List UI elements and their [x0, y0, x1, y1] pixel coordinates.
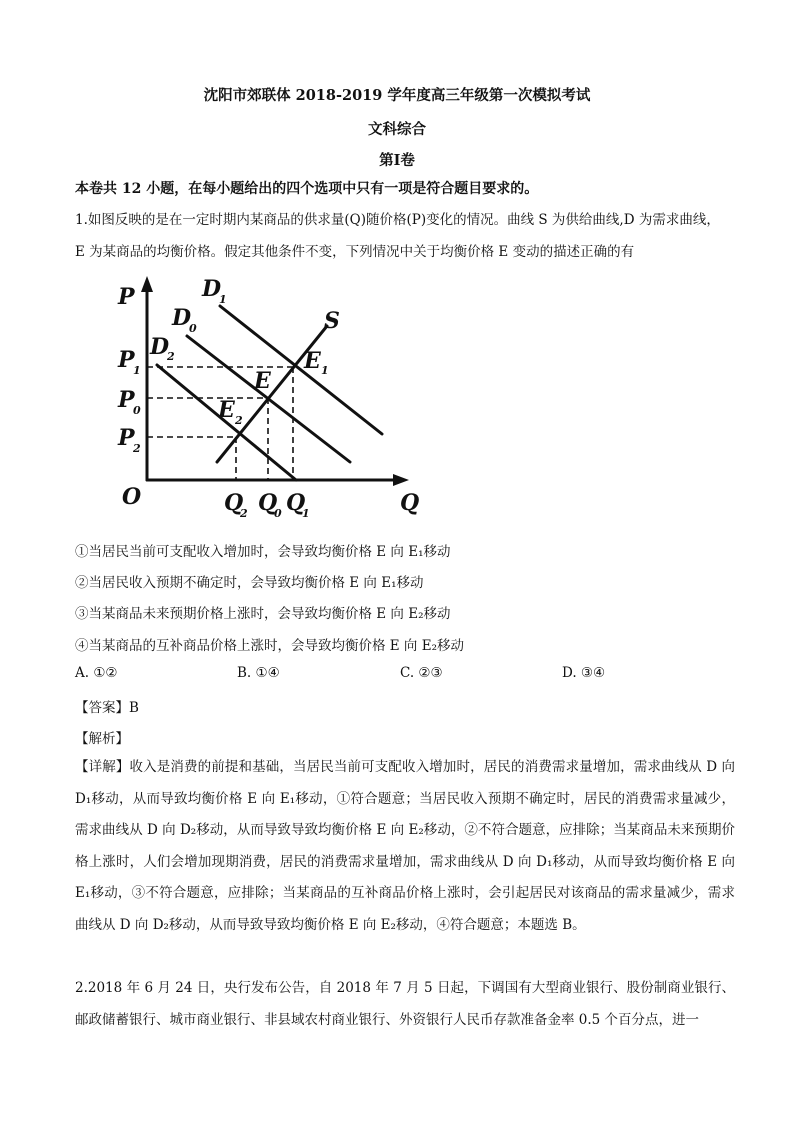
p2-sub: 2: [133, 442, 141, 455]
q2-label: Q: [224, 490, 244, 516]
p1-sub: 1: [133, 364, 141, 377]
option-b: B. ①④: [237, 665, 280, 681]
q1-stem-line1: 1.如图反映的是在一定时期内某商品的供求量(Q)随价格(P)变化的情况。曲线 S 为供给曲线,D 为需求曲线，: [75, 212, 720, 228]
option-c: C. ②③: [400, 665, 443, 681]
q2-text: 2.2018 年 6 月 24 日，央行发布公告，自 2018 年 7 月 5 日起，下调国有大型商业银行、股份制商业银行、邮政储蓄银行、城市商业银行、非县域农村商业银行、外资银行人民币存款准备金率 0.5 个百分点，进一: [75, 980, 735, 1028]
option-a: A. ①②: [75, 665, 118, 681]
e2-sub: 2: [235, 414, 243, 427]
d2-sub: 2: [167, 350, 175, 363]
p-axis-label: P: [118, 284, 135, 310]
statement-2: ②当居民收入预期不确定时，会导致均衡价格 E 向 E₁移动: [75, 575, 424, 591]
d2-label: D: [150, 334, 170, 360]
statement-1: ①当居民当前可支配收入增加时，会导致均衡价格 E 向 E₁移动: [75, 544, 451, 560]
exam-subject: 文科综合: [368, 121, 426, 138]
p0-sub: 0: [133, 404, 141, 417]
e1-sub: 1: [321, 364, 329, 377]
detail-paragraph: 【详解】收入是消费的前提和基础，当居民当前可支配收入增加时，居民的消费需求量增加，需求曲线从 D 向 D₁移动，从而导致均衡价格 E 向 E₁移动，①符合题意；当居民收入预期不确定时，居民的消费需求量减少，需求曲线从 D 向 D₂移动，从而导致导致均衡价格 E 向 E₂移动，②不符合题意，应排除；当某商品未来预期价格上涨时，人们会增加现期消费，居民的消费需求量增加，需求曲线从 D 向 D₁移动，从而导致均衡价格 E 向 E₁移动，③不符合题意，应排除；当某商品的互补商品价格上涨时，会引起居民对该商品的需求量减少，需求曲线从 D 向 D₂移动，从而导致导致均衡价格 E 向 E₂移动，④符合题意；本题选 B。: [75, 759, 735, 933]
statement-3: ③当某商品未来预期价格上涨时，会导致均衡价格 E 向 E₂移动: [75, 606, 451, 622]
d1-label: D: [202, 276, 222, 302]
p0-label: P: [118, 387, 135, 413]
q0-sub: 0: [274, 507, 282, 520]
q1-label: Q: [286, 490, 306, 516]
d0-sub: 0: [189, 322, 197, 335]
answer: 【答案】B: [75, 700, 139, 716]
q1-stem-line2: E 为某商品的均衡价格。假定其他条件不变，下列情况中关于均衡价格 E 变动的描述正确的有: [75, 244, 635, 260]
instructions: 本卷共 12 小题，在每小题给出的四个选项中只有一项是符合题目要求的。: [75, 181, 539, 197]
q1-sub: 1: [302, 507, 310, 520]
statement-4: ④当某商品的互补商品价格上涨时，会导致均衡价格 E 向 E₂移动: [75, 638, 464, 654]
q2-sub: 2: [240, 507, 248, 520]
e1-label: E: [304, 348, 321, 374]
e2-label: E: [218, 397, 235, 423]
p2-label: P: [118, 425, 135, 451]
e0-label: E: [254, 368, 271, 394]
supply-label: S: [324, 308, 340, 334]
q-axis-label: Q: [400, 490, 420, 516]
p-axis-arrow-icon: [141, 276, 153, 292]
option-d: D. ③④: [562, 665, 606, 681]
q0-label: Q: [258, 490, 278, 516]
supply-demand-graph: [112, 270, 422, 532]
exam-volume: 第Ⅰ卷: [379, 152, 415, 169]
q-axis-arrow-icon: [393, 474, 409, 486]
origin-label: O: [122, 484, 142, 510]
d1-sub: 1: [219, 293, 227, 306]
demand-curve-d1: [220, 306, 382, 434]
p1-label: P: [118, 347, 135, 373]
d0-label: D: [172, 305, 192, 331]
exam-title: 沈阳市郊联体 2018-2019 学年度高三年级第一次模拟考试: [203, 87, 591, 104]
analysis-title: 【解析】: [75, 731, 129, 747]
